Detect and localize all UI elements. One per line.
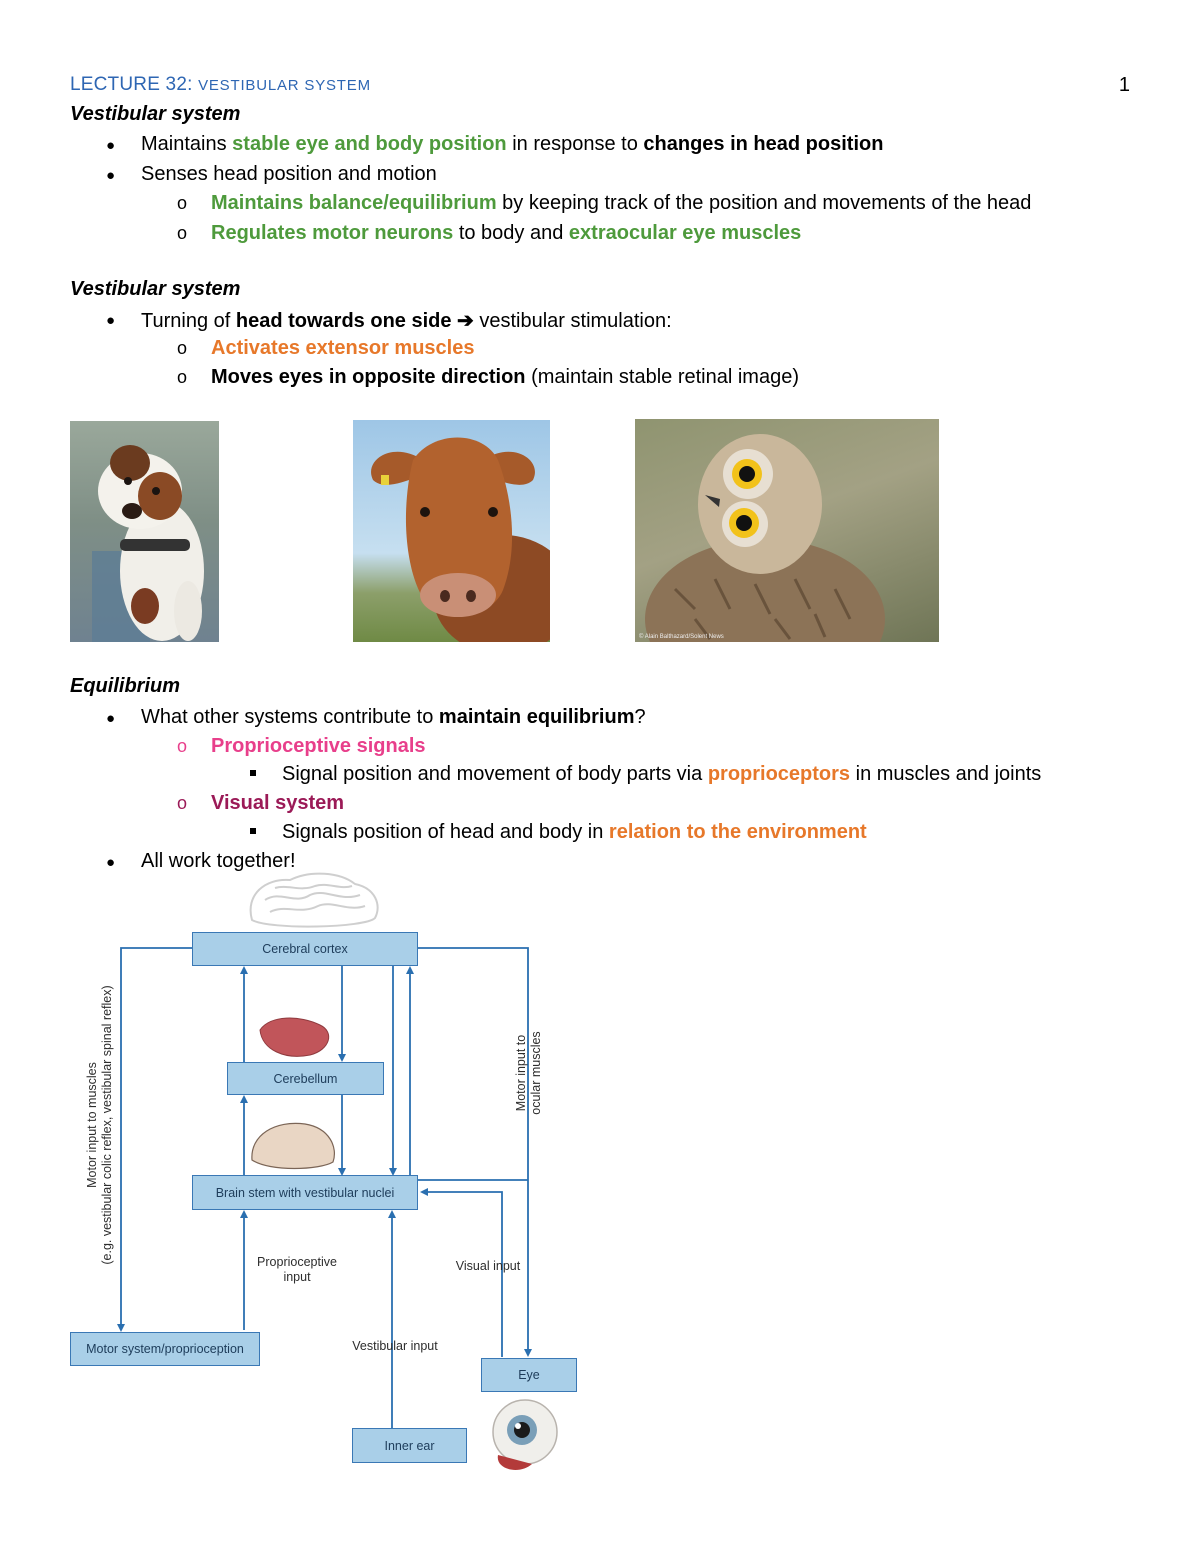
motor-input-ocular-label: Motor input to ocular muscles [514, 1031, 543, 1115]
photo-credit: © Alain Balthazard/Solent News [639, 634, 724, 640]
brain-stem-box: Brain stem with vestibular nuclei [192, 1175, 418, 1210]
list-item: Proprioceptive signals [211, 735, 426, 757]
bullet-dot: ● [106, 854, 116, 871]
bullet-circle: o [177, 193, 188, 213]
list-item: Maintains balance/equilibrium by keeping track of the position and movements of the head [211, 192, 1032, 214]
list-item: Regulates motor neurons to body and extraocular eye muscles [211, 222, 802, 244]
eyeball-icon [493, 1400, 557, 1470]
bullet-dot: ● [106, 710, 116, 727]
bullet-dot: ● [106, 137, 116, 154]
visual-input-label: Visual input [455, 1259, 521, 1273]
list-item: Senses head position and motion [141, 163, 437, 185]
list-item: Turning of head towards one side ➔ vestibular stimulation: [141, 310, 672, 332]
motor-system-box: Motor system/proprioception [70, 1332, 260, 1366]
bullet-dot: ● [106, 312, 116, 329]
list-item: Moves eyes in opposite direction (maintain stable retinal image) [211, 366, 799, 388]
lecture-number: LECTURE 32: [70, 74, 199, 95]
list-item: Maintains stable eye and body position in response to changes in head position [141, 133, 884, 155]
page-number: 1 [1118, 74, 1130, 96]
bullet-circle: o [177, 793, 188, 813]
cerebellum-box: Cerebellum [227, 1062, 384, 1095]
eye-box: Eye [481, 1358, 577, 1392]
inner-ear-box: Inner ear [352, 1428, 467, 1463]
proprioceptive-input-label: Proprioceptive input [257, 1255, 337, 1284]
section-heading-3: Equilibrium [70, 675, 180, 697]
bullet-dot: ● [106, 167, 116, 184]
list-item: Activates extensor muscles [211, 337, 475, 359]
vestibular-input-label: Vestibular input [352, 1339, 438, 1353]
list-item: Signals position of head and body in relation to the environment [282, 821, 867, 843]
bullet-circle: o [177, 338, 188, 358]
list-item: Signal position and movement of body parts via proprioceptors in muscles and joints [282, 763, 1042, 785]
list-item: Visual system [211, 792, 345, 814]
list-item: What other systems contribute to maintain equilibrium? [141, 706, 646, 728]
list-item: All work together! [141, 850, 296, 872]
lecture-topic: VESTIBULAR SYSTEM [198, 77, 371, 94]
bullet-circle: o [177, 367, 188, 387]
motor-input-muscles-label: Motor input to muscles (e.g. vestibular colic reflex, vestibular spinal reflex) [85, 985, 114, 1265]
cerebral-cortex-box: Cerebral cortex [192, 932, 418, 966]
arrow-icon: ➔ [457, 310, 474, 332]
section-heading-1: Vestibular system [70, 103, 241, 125]
bullet-circle: o [177, 223, 188, 243]
section-heading-2: Vestibular system [70, 278, 241, 300]
bullet-circle: o [177, 736, 188, 756]
